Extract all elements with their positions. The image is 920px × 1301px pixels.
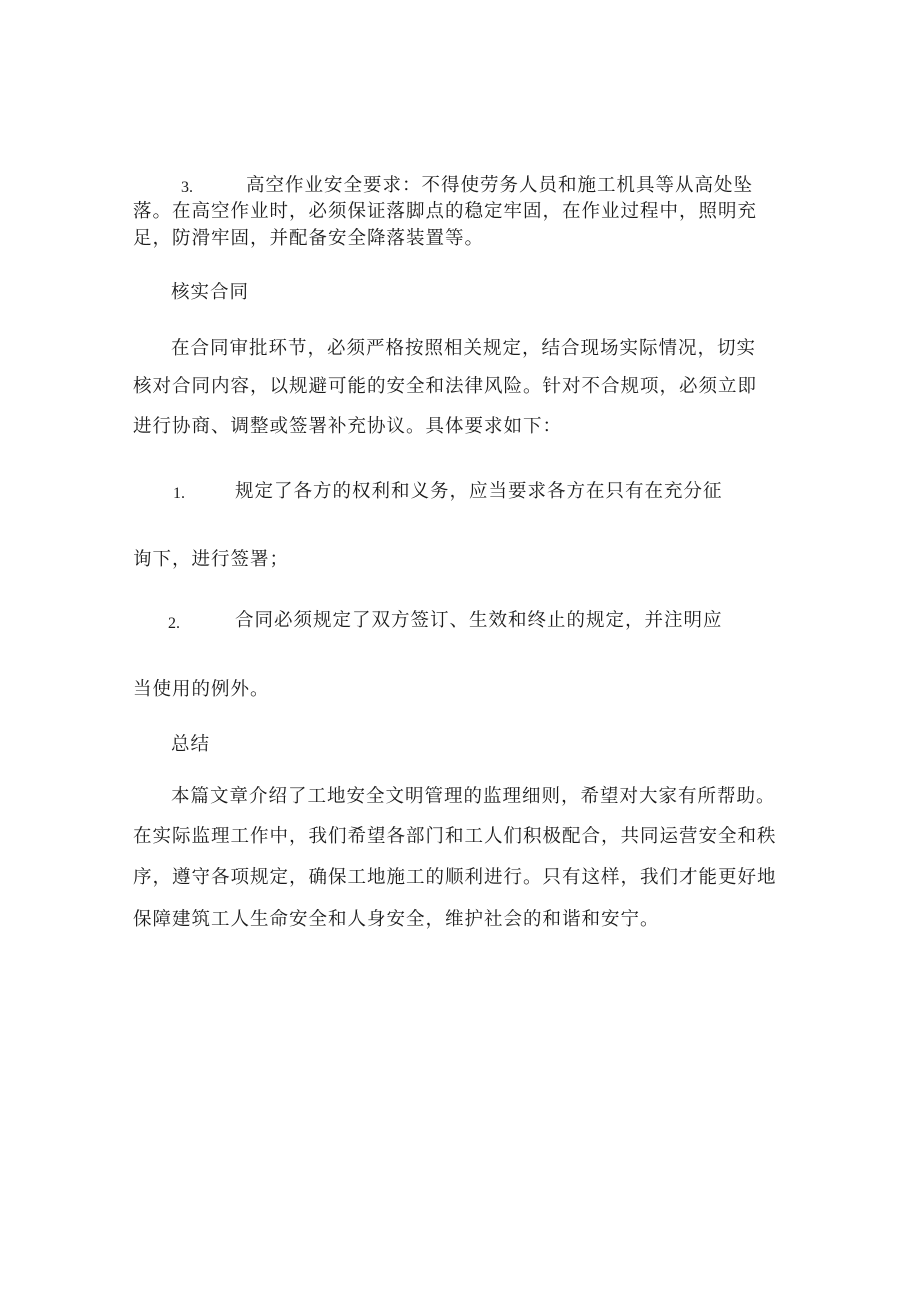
item3-line-1: 高空作业安全要求：不得使劳务人员和施工机具等从高处坠 <box>246 175 754 196</box>
summary-para-line-2: 在实际监理工作中，我们希望各部门和工人们积极配合，共同运营安全和秩 <box>133 826 777 847</box>
list-item-2-line-1: 合同必须规定了双方签订、生效和终止的规定，并注明应 <box>235 610 723 631</box>
summary-para-line-3: 序，遵守各项规定，确保工地施工的顺利进行。只有这样，我们才能更好地 <box>133 867 777 888</box>
list-number-3: 3. <box>181 179 193 196</box>
verify-para-line-3: 进行协商、调整或签署补充协议。具体要求如下： <box>133 416 563 437</box>
list-number-1: 1. <box>173 485 185 502</box>
item3-line-2: 落。在高空作业时，必须保证落脚点的稳定牢固，在作业过程中，照明充 <box>133 201 758 222</box>
list-number-2: 2. <box>168 615 180 632</box>
verify-para-line-1: 在合同审批环节，必须严格按照相关规定，结合现场实际情况，切实 <box>171 338 757 359</box>
section-heading-verify-contract: 核实合同 <box>171 282 250 303</box>
list-item-1-line-1: 规定了各方的权利和义务，应当要求各方在只有在充分征 <box>235 481 723 502</box>
list-item-1-line-2: 询下，进行签署； <box>133 549 290 570</box>
verify-para-line-2: 核对合同内容，以规避可能的安全和法律风险。针对不合规项，必须立即 <box>133 376 758 397</box>
list-item-2-line-2: 当使用的例外。 <box>133 679 270 700</box>
section-heading-summary: 总结 <box>171 734 211 755</box>
summary-para-line-1: 本篇文章介绍了工地安全文明管理的监理细则，希望对大家有所帮助。 <box>171 786 776 807</box>
summary-para-line-4: 保障建筑工人生命安全和人身安全，维护社会的和谐和安宁。 <box>133 909 660 930</box>
item3-line-3: 足，防滑牢固，并配备安全降落装置等。 <box>133 228 485 249</box>
